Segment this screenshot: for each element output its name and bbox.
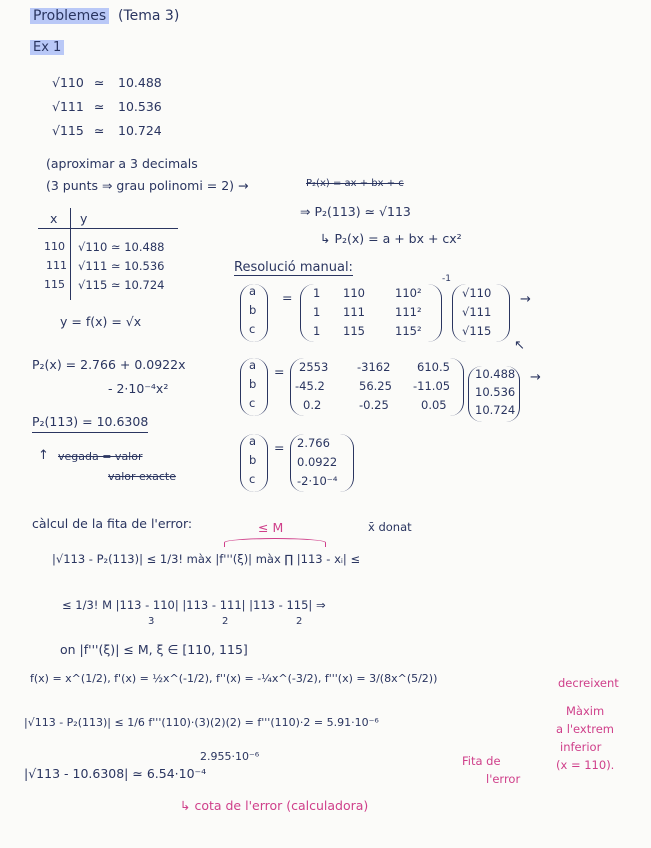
- up-arrow-icon: ↑: [38, 448, 49, 463]
- vector-entry: 10.536: [475, 385, 516, 399]
- given-point-label: x̄ donat: [368, 520, 412, 534]
- up-arrow-icon: ↖: [514, 338, 525, 353]
- final-error-line: |√113 - 10.6308| ≃ 6.54·10⁻⁴: [24, 766, 207, 781]
- derivatives-line: f(x) = x^(1/2), f'(x) = ½x^(-1/2), f''(x) = -¼x^(-3/2), f'''(x) = 3/(8x^(5/2)): [30, 672, 438, 685]
- root-value: 10.536: [118, 99, 162, 114]
- max-note-4: (x = 110).: [556, 758, 615, 772]
- equals-sign: =: [274, 364, 285, 379]
- vector-entry: 0.0922: [297, 455, 338, 469]
- error-section-title: càlcul de la fita de l'error:: [32, 516, 193, 531]
- intro-line-1: (aproximar a 3 decimals: [46, 156, 198, 171]
- polynomial-line-2: - 2·10⁻⁴x²: [108, 381, 169, 396]
- root-expr: √111: [52, 99, 84, 114]
- max-note-1: Màxim: [566, 704, 605, 718]
- matrix-entry: -11.05: [413, 379, 451, 393]
- equals-sign: =: [274, 440, 285, 455]
- final-error-note: ↳ cota de l'error (calculadora): [180, 798, 369, 813]
- table-cell-y: √115 ≃ 10.724: [78, 278, 165, 292]
- vector-entry: b: [249, 453, 257, 467]
- matrix-entry: 115: [343, 324, 365, 338]
- error-bound-line: |√113 - P₂(113)| ≤ 1/6 f'''(110)·(3)(2)(2) = f'''(110)·2 = 5.91·10⁻⁶: [24, 716, 379, 729]
- vector-entry: c: [249, 322, 256, 336]
- matrix-entry: 610.5: [417, 360, 450, 374]
- matrix-entry: 2553: [299, 360, 329, 374]
- unknowns-vector: [240, 284, 268, 342]
- f-triple-prime-value: 2.955·10⁻⁶: [200, 750, 260, 763]
- factor-value: 3: [148, 616, 155, 627]
- matrix-entry: 1: [313, 286, 321, 300]
- matrix-entry: 110: [343, 286, 365, 300]
- table-cell-x: 111: [46, 259, 67, 272]
- error-bound-note-2: l'error: [486, 772, 521, 786]
- max-note-3: inferior: [560, 740, 602, 754]
- margin-note-2: valor exacte: [108, 470, 177, 483]
- matrix-entry: 1: [313, 305, 321, 319]
- bound-label-m: ≤ M: [258, 520, 284, 535]
- table-column-rule: [70, 208, 71, 300]
- root-value: 10.488: [118, 75, 162, 90]
- vector-entry: √111: [462, 305, 492, 319]
- function-definition: y = f(x) = √x: [60, 314, 142, 329]
- vector-entry: b: [249, 303, 257, 317]
- max-note-2: a l'extrem: [556, 722, 614, 736]
- matrix-entry: 111: [343, 305, 365, 319]
- bound-condition: on |f'''(ξ)| ≤ M, ξ ∈ [110, 115]: [60, 642, 248, 657]
- table-cell-x: 115: [44, 278, 65, 291]
- approx-symbol: ≃: [94, 123, 105, 138]
- matrix-entry: 56.25: [359, 379, 392, 393]
- matrix-entry: 115²: [395, 324, 422, 338]
- brace-mark: [224, 538, 326, 547]
- table-header-x: x: [50, 211, 58, 226]
- roots-vector: [452, 284, 510, 342]
- unknowns-vector: [240, 358, 268, 416]
- approx-symbol: ≃: [94, 99, 105, 114]
- error-inequality-1: |√113 - P₂(113)| ≤ 1/3! màx |f'''(ξ)| màx ∏ |113 - xᵢ| ≤: [52, 552, 361, 566]
- vector-entry: a: [249, 284, 257, 298]
- vector-entry: √115: [462, 324, 492, 338]
- error-inequality-2: ≤ 1/3! M |113 - 110| |113 - 111| |113 - 115| ⇒: [62, 598, 326, 612]
- vector-entry: a: [249, 358, 257, 372]
- matrix-entry: 1: [313, 324, 321, 338]
- table-cell-x: 110: [44, 240, 65, 253]
- matrix-entry: 110²: [395, 286, 422, 300]
- table-header-y: y: [80, 211, 88, 226]
- target-implication: ⇒ P₂(113) ≃ √113: [300, 204, 411, 219]
- vector-entry: -2·10⁻⁴: [297, 474, 338, 488]
- polynomial-line-1: P₂(x) = 2.766 + 0.0922x: [32, 357, 186, 372]
- root-expr: √110: [52, 75, 84, 90]
- solution-vector: [290, 434, 354, 492]
- factor-value: 2: [296, 616, 303, 627]
- inverse-matrix: [290, 358, 464, 416]
- topic-label: (Tema 3): [118, 8, 180, 24]
- table-cell-y: √111 ≃ 10.536: [78, 259, 165, 273]
- p2-at-113: P₂(113) = 10.6308: [32, 414, 148, 433]
- vector-entry: a: [249, 434, 257, 448]
- vector-entry: c: [249, 396, 256, 410]
- values-vector: [468, 366, 520, 422]
- right-arrow-icon: →: [530, 370, 541, 385]
- vector-entry: 10.488: [475, 367, 516, 381]
- matrix-entry: -3162: [357, 360, 391, 374]
- polynomial-form: ↳ P₂(x) = a + bx + cx²: [320, 231, 462, 246]
- unknowns-vector: [240, 434, 268, 492]
- table-header-rule: [38, 228, 178, 229]
- vector-entry: c: [249, 472, 256, 486]
- root-value: 10.724: [118, 123, 162, 138]
- table-cell-y: √110 ≃ 10.488: [78, 240, 165, 254]
- matrix-entry: 0.05: [421, 398, 447, 412]
- vector-entry: √110: [462, 286, 492, 300]
- decreasing-note: decreixent: [558, 676, 619, 690]
- inverse-exponent: -1: [442, 274, 451, 284]
- vector-entry: b: [249, 377, 257, 391]
- factor-value: 2: [222, 616, 229, 627]
- intro-line-2: (3 punts ⇒ grau polinomi = 2) →: [46, 178, 249, 193]
- matrix-entry: -0.25: [359, 398, 389, 412]
- vector-entry: 2.766: [297, 436, 330, 450]
- right-arrow-icon: →: [520, 292, 531, 307]
- margin-note-1: vegada = valor: [58, 450, 143, 463]
- approx-symbol: ≃: [94, 75, 105, 90]
- root-expr: √115: [52, 123, 84, 138]
- struck-formula: P₂(x) = ax + bx + c: [306, 178, 404, 189]
- error-bound-note-1: Fita de: [462, 754, 501, 768]
- resolution-title: Resolució manual:: [234, 260, 353, 275]
- vandermonde-matrix: [300, 284, 442, 342]
- exercise-label: Ex 1: [30, 40, 64, 55]
- matrix-entry: 111²: [395, 305, 422, 319]
- vector-entry: 10.724: [475, 403, 516, 417]
- matrix-entry: -45.2: [295, 379, 325, 393]
- page-title: Problemes: [30, 8, 109, 24]
- matrix-entry: 0.2: [303, 398, 322, 412]
- equals-sign: =: [282, 290, 293, 305]
